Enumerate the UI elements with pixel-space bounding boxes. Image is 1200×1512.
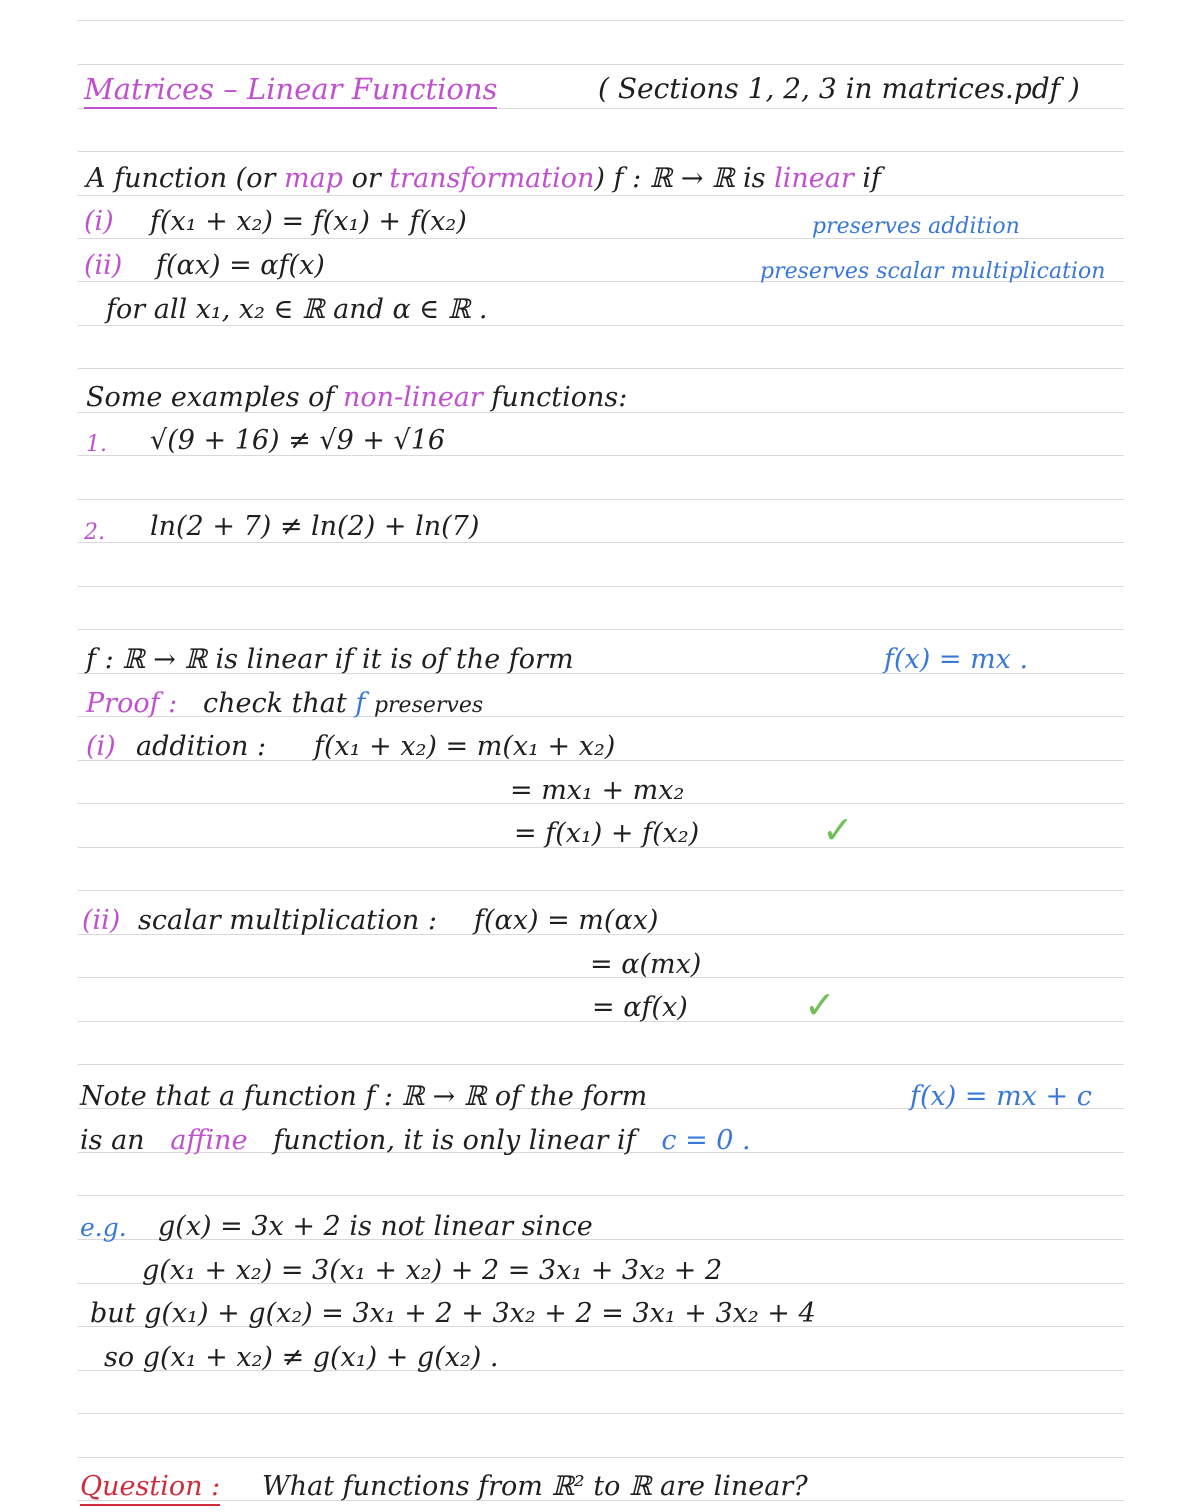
proof-scalar-line-2: = α(mx) <box>590 949 702 980</box>
example-line-1: g(x) = 3x + 2 is not linear since <box>158 1211 593 1242</box>
proof-f: f <box>355 688 366 719</box>
title-reference: ( Sections 1, 2, 3 in matrices.pdf ) <box>598 72 1080 105</box>
example-1-formula: √(9 + 16) ≠ √9 + √16 <box>150 425 446 456</box>
affine-line-1: Note that a function f : ℝ → ℝ of the form <box>80 1081 648 1112</box>
proof-addition-label: (i) <box>86 731 116 762</box>
definition-if: if <box>862 163 882 194</box>
example-line-4: so g(x₁ + x₂) ≠ g(x₁) + g(x₂) . <box>104 1342 499 1373</box>
proof-scalar-text: scalar multiplication : <box>138 905 437 936</box>
condition-1-formula: f(x₁ + x₂) = f(x₁) + f(x₂) <box>150 206 467 237</box>
page-title: Matrices – Linear Functions <box>84 72 497 109</box>
proof-line <box>86 687 483 723</box>
term-transformation: transformation <box>389 163 595 194</box>
ruled-line <box>78 64 1124 65</box>
linear-statement: f : ℝ → ℝ is linear if it is of the form <box>86 644 574 675</box>
affine-line-2 <box>80 1124 751 1158</box>
question-text: What functions from ℝ² to ℝ are linear? <box>262 1471 808 1502</box>
affine-line-2-a: is an <box>80 1125 145 1156</box>
ruled-line <box>78 368 1124 369</box>
nonlinear-heading-c: functions: <box>491 382 628 413</box>
checkmark-icon: ✓ <box>804 983 836 1027</box>
definition-intro: A function (or <box>86 163 276 194</box>
condition-2-label: (ii) <box>84 250 123 281</box>
proof-addition-line-1: f(x₁ + x₂) = m(x₁ + x₂) <box>314 731 616 762</box>
term-linear: linear <box>774 163 854 194</box>
proof-scalar-line-3: = αf(x) <box>592 992 688 1023</box>
ruled-line <box>78 1413 1124 1414</box>
proof-addition-text: addition : <box>136 731 267 762</box>
checkmark-icon: ✓ <box>822 808 854 852</box>
proof-text-2: preserves <box>373 693 484 718</box>
example-line-2: g(x₁ + x₂) = 3(x₁ + x₂) + 2 = 3x₁ + 3x₂ + 2 <box>142 1255 723 1286</box>
definition-or: or <box>351 163 381 194</box>
proof-addition-line-3: = f(x₁) + f(x₂) <box>514 818 700 849</box>
example-2-formula: ln(2 + 7) ≠ ln(2) + ln(7) <box>150 511 480 542</box>
question-label: Question : <box>80 1470 220 1506</box>
proof-text: check that <box>203 688 347 719</box>
ruled-line <box>78 1064 1124 1065</box>
proof-addition-line-2: = mx₁ + mx₂ <box>510 775 685 806</box>
ruled-line <box>78 1195 1124 1196</box>
affine-condition: c = 0 . <box>661 1125 751 1156</box>
example-1-number: 1. <box>86 432 107 457</box>
example-2-number: 2. <box>84 520 105 545</box>
ruled-line <box>78 20 1124 21</box>
ruled-line <box>78 890 1124 891</box>
ruled-line <box>78 151 1124 152</box>
ruled-line <box>78 499 1124 500</box>
condition-1-label: (i) <box>84 206 114 237</box>
affine-form: f(x) = mx + c <box>910 1081 1092 1112</box>
ruled-line <box>78 586 1124 587</box>
proof-scalar-label: (ii) <box>82 905 121 936</box>
term-affine: affine <box>170 1125 248 1156</box>
example-line-3: but g(x₁) + g(x₂) = 3x₁ + 2 + 3x₂ + 2 = 3x₁ + 3x₂ + 4 <box>90 1298 816 1329</box>
term-non-linear: non-linear <box>343 382 483 413</box>
nonlinear-heading <box>86 381 627 415</box>
term-map: map <box>283 163 343 194</box>
condition-2-note: preserves scalar multiplication <box>760 259 1106 284</box>
proof-scalar-line-1: f(αx) = m(αx) <box>474 905 659 936</box>
definition-line <box>86 162 881 196</box>
nonlinear-heading-a: Some examples of <box>86 382 335 413</box>
ruled-line <box>78 1457 1124 1458</box>
proof-label: Proof : <box>86 688 178 719</box>
condition-1-note: preserves addition <box>812 214 1020 239</box>
affine-line-2-b: function, it is only linear if <box>273 1125 636 1156</box>
condition-2-formula: f(αx) = αf(x) <box>156 250 325 281</box>
ruled-line <box>78 629 1124 630</box>
example-eg-label: e.g. <box>80 1213 127 1242</box>
linear-form: f(x) = mx . <box>884 644 1029 675</box>
definition-domain: ) f : ℝ → ℝ is <box>594 163 766 194</box>
definition-quantifier: for all x₁, x₂ ∈ ℝ and α ∈ ℝ . <box>106 294 488 325</box>
